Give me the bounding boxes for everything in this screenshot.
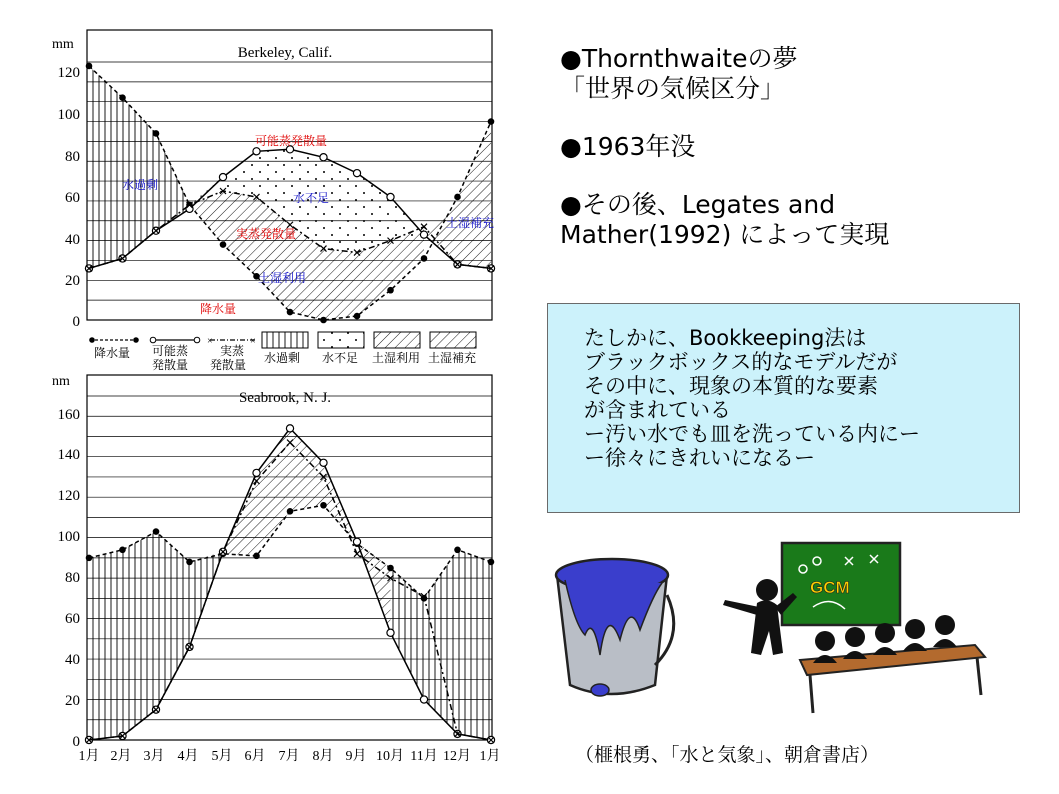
- bottom-chart: [52, 374, 501, 764]
- legend-recharge: [428, 332, 476, 365]
- pet-point: [253, 148, 260, 155]
- legend-aet-label-2: 発散量: [210, 358, 247, 372]
- annotation-utilization: 土湿利用: [258, 271, 307, 285]
- precip-point: [421, 255, 428, 262]
- legend-aet: [207, 336, 256, 372]
- legend-pet-label-2: 発散量: [152, 358, 189, 372]
- precip-point: [320, 317, 327, 324]
- x-tick: 11月: [410, 749, 438, 764]
- bullet-climate-classification: 「世界の気候区分」: [560, 74, 786, 103]
- top-y-tick: 40: [65, 232, 80, 248]
- x-tick: 12月: [443, 749, 471, 764]
- top-chart-title: Berkeley, Calif.: [237, 45, 333, 61]
- legend-pet-label-1: 可能蒸: [152, 344, 189, 358]
- top-chart: [52, 30, 495, 330]
- note-line: その中に、現象の本質的な要素: [584, 374, 878, 398]
- annotation-surplus: 水過剰: [122, 178, 159, 192]
- note-line: たしかに、Bookkeeping法は: [584, 326, 867, 350]
- legend-deficit-label: 水不足: [322, 351, 359, 365]
- bottom-y-tick: 60: [65, 611, 80, 627]
- bottom-y-unit: nm: [52, 374, 70, 389]
- precip-point: [153, 130, 160, 137]
- bottom-y-tick: 160: [57, 407, 80, 423]
- precip-point: [454, 194, 461, 201]
- bullet-thornthwaite: ●Thornthwaiteの夢: [560, 44, 798, 73]
- x-tick: 6月: [244, 749, 266, 764]
- precip-point: [153, 528, 160, 535]
- precip-point: [186, 559, 193, 566]
- x-tick: 4月: [177, 749, 199, 764]
- aet-point: [354, 551, 360, 557]
- pet-point: [320, 154, 327, 161]
- annotation-deficit: 水不足: [293, 191, 330, 205]
- annotation-precip: 降水量: [200, 302, 237, 316]
- bottom-y-ticks: [58, 407, 81, 750]
- x-tick: 1月: [479, 749, 501, 764]
- top-y-tick: 100: [57, 107, 80, 123]
- paint-bucket-image: [556, 559, 674, 696]
- legend-recharge-label: 土湿補充: [428, 351, 477, 365]
- top-y-unit: mm: [52, 37, 74, 52]
- pet-point: [320, 459, 327, 466]
- precip-point: [387, 287, 394, 294]
- x-tick: 7月: [278, 749, 300, 764]
- surplus-area-start: [89, 66, 223, 268]
- precip-point: [220, 241, 227, 248]
- bullet-death-year: ●1963年没: [560, 132, 696, 161]
- citation: （榧根勇、「水と気象」、朝倉書店）: [575, 744, 880, 766]
- x-tick: 3月: [143, 749, 165, 764]
- x-tick: 9月: [345, 749, 367, 764]
- precip-point: [488, 559, 495, 566]
- legend-surplus-label: 水過剰: [264, 351, 301, 365]
- legend-deficit: [318, 332, 364, 365]
- desk: [800, 645, 985, 713]
- bottom-chart-title: Seabrook, N. J.: [238, 390, 332, 406]
- x-tick: 1月: [78, 749, 100, 764]
- legend-pet: [150, 337, 200, 372]
- annotation-aet: 実蒸発散量: [236, 227, 297, 241]
- top-y-tick: 20: [65, 273, 80, 289]
- bottom-y-tick: 120: [57, 488, 80, 504]
- legend: [89, 332, 476, 372]
- legend-precip-label: 降水量: [94, 346, 131, 360]
- pet-point: [420, 696, 427, 703]
- legend-utilization-label: 土湿利用: [372, 351, 421, 365]
- bottom-fills: [89, 428, 491, 740]
- pet-point: [353, 170, 360, 177]
- x-tick: 5月: [211, 749, 233, 764]
- legend-precip: [89, 337, 139, 360]
- x-tick: 10月: [376, 749, 404, 764]
- precip-point: [287, 508, 294, 515]
- pet-point: [219, 174, 226, 181]
- annotation-recharge: 土湿補充: [446, 216, 495, 230]
- legend-aet-label-1: 実蒸: [220, 344, 245, 358]
- top-y-ticks: [58, 65, 81, 330]
- precip-point: [119, 546, 126, 553]
- precip-point: [86, 63, 93, 70]
- precip-point: [387, 565, 394, 572]
- pet-point: [253, 469, 260, 476]
- bottom-y-tick: 20: [65, 693, 80, 709]
- precip-point: [253, 553, 260, 560]
- svg-text:×: ×: [207, 336, 213, 347]
- pet-point: [387, 193, 394, 200]
- top-y-tick: 80: [65, 149, 80, 165]
- svg-text:×: ×: [250, 336, 256, 347]
- note-box: [547, 303, 1020, 513]
- bullet-list: [560, 44, 1030, 250]
- annotation-pet: 可能蒸発散量: [255, 134, 328, 148]
- bottom-y-tick: 80: [65, 570, 80, 586]
- top-y-tick: 0: [72, 314, 80, 330]
- bottom-y-tick: 100: [57, 529, 80, 545]
- classroom-image: [723, 543, 985, 713]
- pet-point: [387, 629, 394, 636]
- bottom-y-tick: 140: [57, 447, 80, 463]
- x-tick: 8月: [312, 749, 334, 764]
- precip-point: [287, 309, 294, 316]
- precip-point: [488, 118, 495, 125]
- chalkboard-label: GCM: [810, 578, 850, 597]
- bullet-realized: Mather(1992) によって実現: [560, 220, 890, 249]
- pet-point: [420, 231, 427, 238]
- note-line: ブラックボックス的なモデルだが: [584, 350, 898, 374]
- x-tick: 2月: [110, 749, 132, 764]
- precip-point: [354, 313, 361, 320]
- note-line: ー徐々にきれいになるー: [584, 446, 815, 470]
- note-line: が含まれている: [584, 398, 731, 422]
- precip-point: [86, 555, 93, 562]
- precip-point: [454, 546, 461, 553]
- top-y-tick: 60: [65, 190, 80, 206]
- bullet-legates: ●その後、Legates and: [560, 190, 836, 219]
- pet-point: [353, 538, 360, 545]
- note-line: ー汚い水でも皿を洗っている内にー: [584, 422, 920, 446]
- pet-point: [286, 425, 293, 432]
- bottom-x-ticks: [79, 748, 501, 764]
- legend-surplus: [262, 332, 308, 365]
- clipart: [545, 535, 1045, 725]
- precip-point: [119, 94, 126, 101]
- bottom-y-tick: 40: [65, 652, 80, 668]
- top-y-tick: 120: [57, 65, 80, 81]
- precip-point: [320, 502, 327, 509]
- legend-utilization: [372, 332, 420, 365]
- bottom-y-tick: 0: [72, 734, 80, 750]
